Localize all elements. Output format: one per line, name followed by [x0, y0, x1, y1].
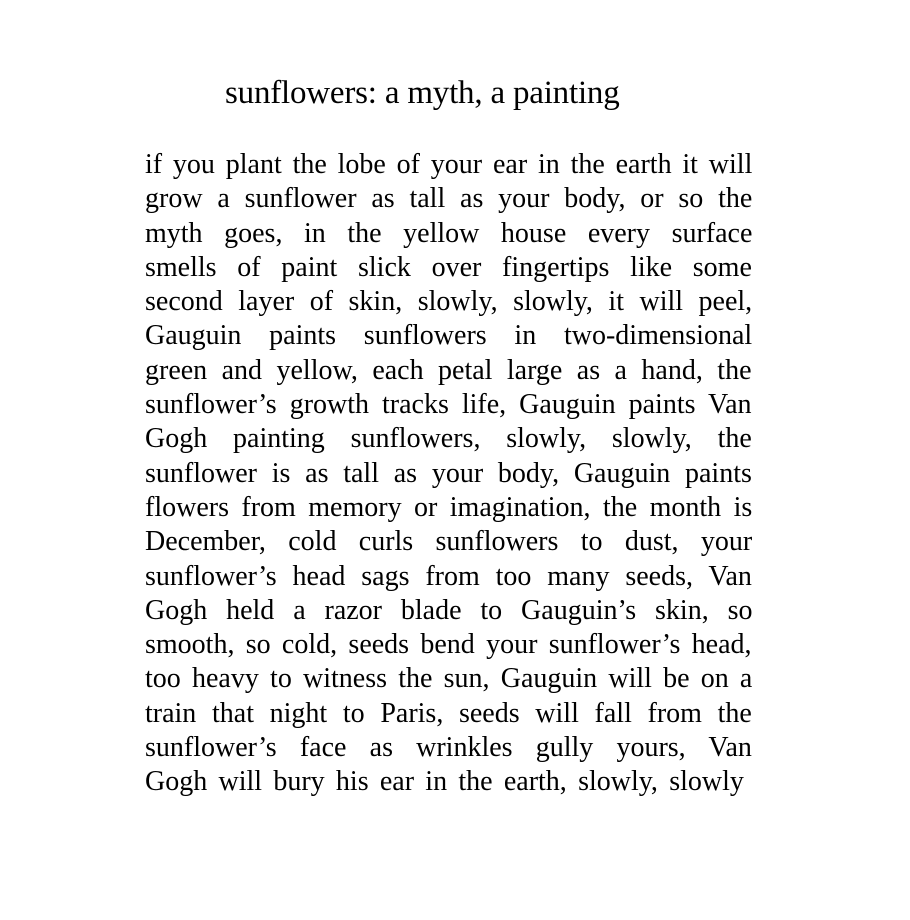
- poem-line: sunflower’s head sags from too many seeds, Van: [145, 560, 752, 592]
- poem-line: sunflower’s growth tracks life, Gauguin paints Van: [145, 389, 752, 421]
- poem-line: flowers from memory or imagination, the month is: [145, 491, 752, 523]
- poem-line: December, cold curls sunflowers to dust, your: [145, 526, 752, 558]
- poem-line: myth goes, in the yellow house every surface: [145, 217, 752, 249]
- poem-line: green and yellow, each petal large as a hand, the: [145, 354, 752, 386]
- poem-line: Gogh will bury his ear in the earth, slowly, slowly: [145, 766, 744, 798]
- poem-line: Gogh painting sunflowers, slowly, slowly, the: [145, 423, 752, 455]
- poem-title: sunflowers: a myth, a painting: [225, 75, 620, 111]
- poem-line: grow a sunflower as tall as your body, or so the: [145, 183, 752, 215]
- poem-line: if you plant the lobe of your ear in the earth it will: [145, 149, 752, 180]
- poem-line: smells of paint slick over fingertips like some: [145, 251, 752, 283]
- poem-body: [145, 148, 752, 800]
- poem-line: Gauguin paints sunflowers in two-dimensional: [145, 320, 752, 352]
- poem-line: Gogh held a razor blade to Gauguin’s skin, so: [145, 594, 752, 626]
- poem-line: sunflower is as tall as your body, Gauguin paints: [145, 457, 752, 489]
- poem-line: second layer of skin, slowly, slowly, it will peel,: [145, 286, 752, 318]
- poem-line: sunflower’s face as wrinkles gully yours, Van: [145, 732, 752, 764]
- poem-line: smooth, so cold, seeds bend your sunflower’s head,: [145, 629, 752, 661]
- poem-line: too heavy to witness the sun, Gauguin will be on a: [145, 663, 752, 695]
- poem-line: train that night to Paris, seeds will fall from the: [145, 697, 752, 729]
